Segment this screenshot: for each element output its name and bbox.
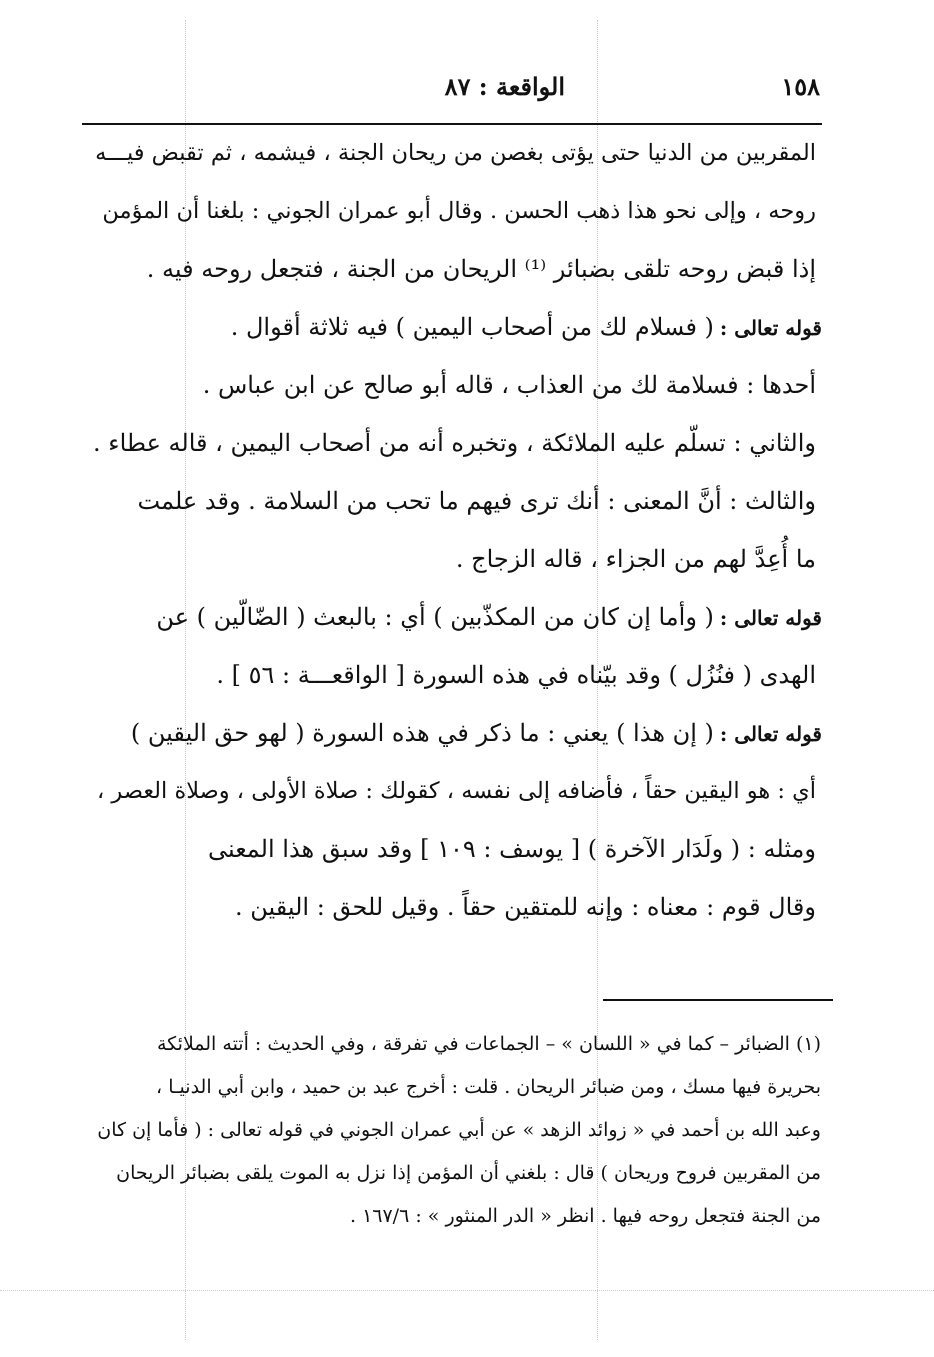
text-line (92, 302, 822, 360)
text-line (92, 766, 822, 824)
footnote-line: من المقربين فروح وريحان ) قال : بلغني أن المؤمن إذا نزل به الموت يلقى بضبائر الريحان (116, 1162, 821, 1184)
verse-label: قوله تعالى : (719, 606, 822, 630)
line-text: ومثله : ( ولَدَار الآخرة ) [ يوسف : ١٠٩ ] وقد سبق هذا المعنى (207, 835, 816, 863)
line-text: ما أُعِدَّ لهم من الجزاء ، قاله الزجاج . (455, 545, 816, 573)
text-line (92, 244, 822, 302)
page-number: ١٥٨ (781, 72, 820, 101)
header-rule (82, 123, 822, 125)
line-text: ( إن هذا ) يعني : ما ذكر في هذه السورة ( لهو حق اليقين ) (130, 719, 714, 747)
text-line (92, 708, 822, 766)
footnotes (91, 1024, 821, 1239)
footnote-line: (١) الضبائر – كما في « اللسان » – الجماعات في تفرقة ، وفي الحديث : أتته الملائكة (156, 1033, 821, 1055)
line-text: والثاني : تسلّم عليه الملائكة ، وتخبره أنه من أصحاب اليمين ، قاله عطاء . (93, 429, 816, 457)
line-text: وقال قوم : معناه : وإنه للمتقين حقاً . وقيل للحق : اليقين . (234, 893, 816, 921)
verse-label: قوله تعالى : (719, 722, 822, 746)
line-text: والثالث : أنَّ المعنى : أنك ترى فيهم ما تحب من السلامة . وقد علمت (137, 487, 816, 515)
scan-guide-line (0, 1290, 934, 1291)
line-text: أي : هو اليقين حقاً ، فأضافه إلى نفسه ، كقولك : صلاة الأولى ، وصلاة العصر ، (96, 778, 816, 804)
line-text: ( فسلام لك من أصحاب اليمين ) فيه ثلاثة أقوال . (230, 313, 714, 341)
text-line (92, 592, 822, 650)
running-title: الواقعة : ٨٧ (444, 72, 565, 101)
line-text: أحدها : فسلامة لك من العذاب ، قاله أبو صالح عن ابن عباس . (202, 371, 816, 399)
footnote-rule (603, 999, 833, 1001)
text-line (92, 476, 822, 534)
text-line (92, 534, 822, 592)
footnote-line: من الجنة فتجعل روحه فيها . انظر « الدر المنثور » : ١٦٧/٦ . (349, 1205, 821, 1227)
text-line (92, 128, 822, 186)
text-line (92, 186, 822, 244)
text-line (92, 360, 822, 418)
footnote-line: بحريرة فيها مسك ، ومن ضبائر الريحان . قلت : أخرج عبد بن حميد ، وابن أبي الدنيـا ، (156, 1076, 821, 1098)
text-line (92, 824, 822, 882)
verse-label: قوله تعالى : (719, 316, 822, 340)
text-line (92, 882, 822, 940)
main-text (92, 128, 822, 940)
line-text: ( وأما إن كان من المكذّبين ) أي : بالبعث ( الضّالّين ) عن (156, 603, 714, 631)
line-text: إذا قبض روحه تلقى بضبائر ⁽¹⁾ الريحان من الجنة ، فتجعل روحه فيه . (146, 255, 816, 283)
text-line (92, 418, 822, 476)
line-text: المقربين من الدنيا حتى يؤتى بغصن من ريحان الجنة ، فيشمه ، ثم تقبض فيـــه (95, 140, 816, 166)
line-text: روحه ، وإلى نحو هذا ذهب الحسن . وقال أبو عمران الجوني : بلغنا أن المؤمن (102, 198, 816, 224)
page-header (80, 72, 820, 112)
text-line (92, 650, 822, 708)
line-text: الهدى ( فنُزُل ) وقد بيّناه في هذه السورة [ الواقعـــة : ٥٦ ] . (216, 661, 816, 689)
footnote-line: وعبد الله بن أحمد في « زوائد الزهد » عن أبي عمران الجوني في قوله تعالى : ( فأما إن كان (97, 1119, 821, 1141)
